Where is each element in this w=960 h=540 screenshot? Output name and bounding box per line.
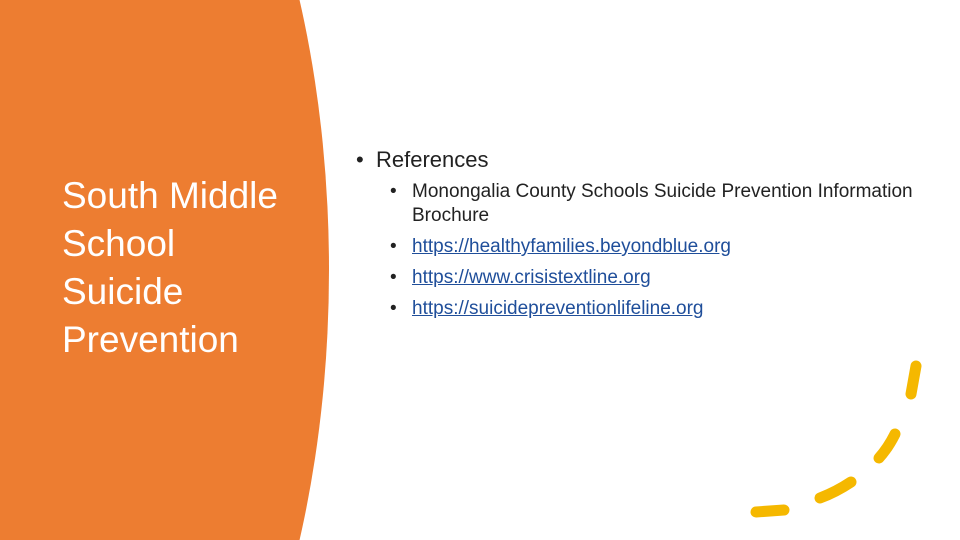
title-line: Prevention xyxy=(62,319,239,360)
title-line: School xyxy=(62,223,176,264)
swoosh-dash xyxy=(879,434,895,458)
reference-brochure: Monongalia County Schools Suicide Prevention Information Brochure xyxy=(412,181,913,226)
bullet-icon: • xyxy=(390,181,397,202)
bullet-icon: • xyxy=(356,147,364,172)
title-line: South Middle xyxy=(62,175,278,216)
bullet-icon: • xyxy=(390,298,397,319)
swoosh-dash xyxy=(756,510,784,512)
references-heading: References xyxy=(376,147,489,172)
link-beyondblue[interactable]: https://healthyfamilies.beyondblue.org xyxy=(412,236,731,257)
bullet-icon: • xyxy=(390,267,397,288)
swoosh-dash xyxy=(911,366,916,394)
link-suicidepreventionlifeline[interactable]: https://suicidepreventionlifeline.org xyxy=(412,298,704,319)
title-line: Suicide xyxy=(62,271,184,312)
swoosh-dash xyxy=(820,482,851,498)
bullet-icon: • xyxy=(390,236,397,257)
link-crisistextline[interactable]: https://www.crisistextline.org xyxy=(412,267,651,288)
